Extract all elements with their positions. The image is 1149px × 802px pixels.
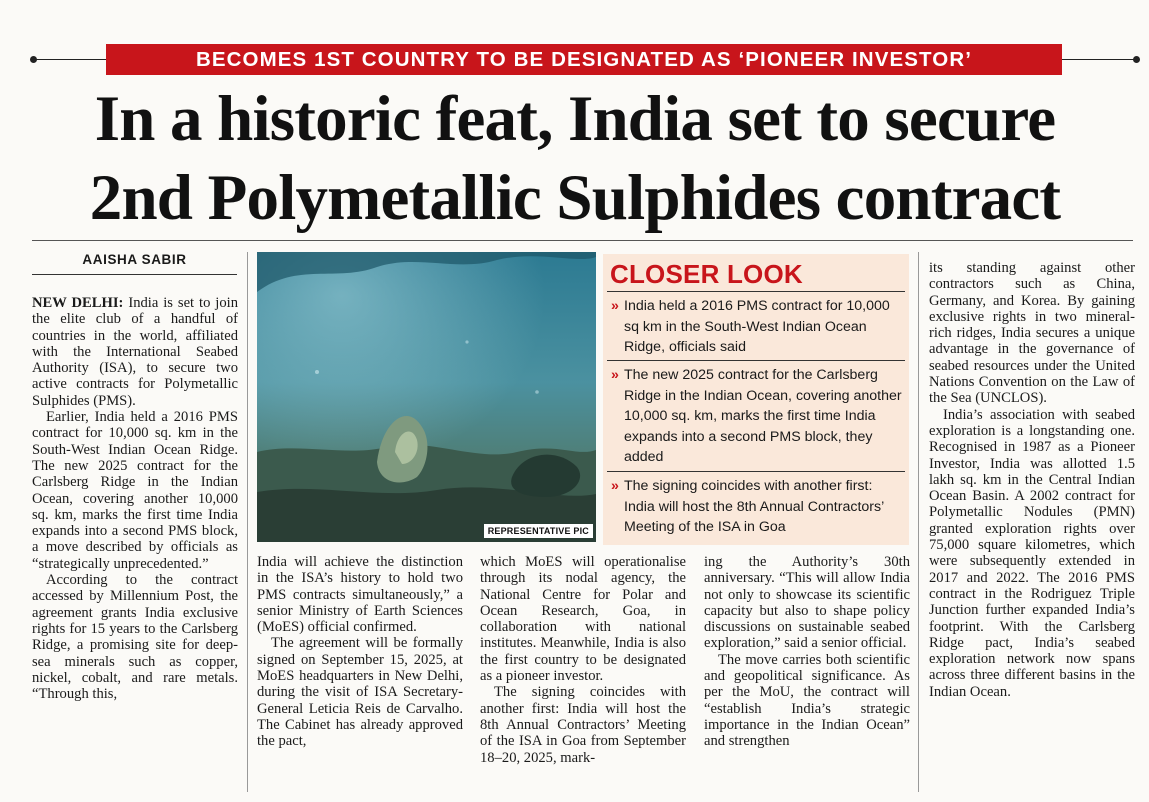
- dateline: NEW DELHI:: [32, 295, 124, 311]
- box-divider: [607, 291, 905, 292]
- kicker-banner: BECOMES 1ST COUNTRY TO BE DESIGNATED AS ‘PIONEER INVESTOR’: [106, 44, 1062, 75]
- closer-look-title: CLOSER LOOK: [610, 259, 803, 289]
- closer-look-box: [603, 254, 909, 545]
- chevron-right-icon: »: [611, 478, 619, 494]
- paragraph: The agreement will be formally signed on September 15, 2025, at MoES headquarters in New Delhi, during the visit of ISA Secretary-General Leticia Reis de Carvalho. The Cabinet has already approved the pact,: [257, 635, 463, 750]
- kicker-rule-left: [34, 59, 106, 60]
- paragraph: India will achieve the distinction in the ISA’s history to hold two PMS contracts simultaneously,” a senior Ministry of Earth Sciences (MoES) official confirmed.: [257, 554, 463, 636]
- box-divider: [607, 471, 905, 472]
- box-divider: [607, 360, 905, 361]
- chevron-right-icon: »: [611, 298, 619, 314]
- paragraph: According to the contract accessed by Millennium Post, the agreement grants India exclusive rights for 15 years to the Carlsberg Ridge, a promising site for deep-sea minerals such as copper, nickel, cobalt, and rare metals. “Through this,: [32, 572, 238, 703]
- article-column-4: [704, 554, 910, 750]
- photo-caption: REPRESENTATIVE PIC: [484, 524, 593, 538]
- closer-look-item: » The signing coincides with another first: India will host the 8th Annual Contractors’ Meeting of the ISA in Goa: [611, 478, 884, 535]
- headline-rule: [32, 240, 1133, 241]
- headline-line-1: In a historic feat, India set to secure: [94, 83, 1056, 155]
- chevron-right-icon: »: [611, 367, 619, 383]
- paragraph: which MoES will operationalise through its nodal agency, the National Centre for Polar and Ocean Research, Goa, in collaboration with national institutes. Meanwhile, India is also the first country to be designated as a pioneer investor.: [480, 554, 686, 685]
- kicker-rule-right: [1062, 59, 1134, 60]
- seabed-image: [257, 252, 596, 542]
- closer-look-item: » India held a 2016 PMS contract for 10,000 sq km in the South-West Indian Ocean Ridge, officials said: [611, 298, 890, 355]
- representative-photo: [257, 252, 596, 542]
- article-column-3: [480, 554, 686, 766]
- paragraph: The signing coincides with another first: India will host the 8th Annual Contractors’ Meeting of the ISA in Goa from September 18–20, 2025, mark-: [480, 684, 686, 766]
- byline-rule: [32, 274, 237, 275]
- column-divider: [247, 252, 248, 792]
- column-divider: [918, 252, 919, 792]
- paragraph: ing the Authority’s 30th anniversary. “This will allow India not only to showcase its scientific capacity but also to shape policy discussions on sustainable seabed exploration,” said a senior official.: [704, 554, 910, 652]
- headline-line-2: 2nd Polymetallic Sulphides contract: [89, 162, 1061, 234]
- article-column-5: [929, 260, 1135, 700]
- byline: AAISHA SABIR: [82, 252, 187, 267]
- article-column-1: [32, 295, 238, 702]
- paragraph: its standing against other contractors such as China, Germany, and Korea. By gaining exclusive rights in two mineral-rich ridges, India secures a unique advantage in the governance of seabed resources under the United Nations Convention on the Law of the Sea (UNCLOS).: [929, 260, 1135, 407]
- closer-look-item: » The new 2025 contract for the Carlsberg Ridge in the Indian Ocean, covering another 10,000 sq. km, marks the first time India expands into a second PMS block, they added: [611, 367, 902, 465]
- paragraph: India’s association with seabed exploration is a longstanding one. Recognised in 1987 as a Pioneer Investor, India was allotted 1.5 lakh sq. km in the Central Indian Ocean Basin. A 2002 contract for Polymetallic Nodules (PMN) granted exploration rights over 75,000 square kilometres, which were subsequently extended in 2017 and 2022. The 2016 PMS contract in the Rodriguez Triple Junction further expanded India’s footprint. With the Carlsberg Ridge pact, India’s seabed exploration network now spans across three different basins in the Indian Ocean.: [929, 406, 1135, 700]
- article-column-2: [257, 554, 463, 750]
- paragraph: The move carries both scientific and geopolitical significance. As per the MoU, the contract will “establish India’s strategic importance in the Indian Ocean” and strengthen: [704, 651, 910, 750]
- headline: [20, 80, 1130, 238]
- lead-paragraph: NEW DELHI: India is set to join the elite club of a handful of countries in the world, affiliated with the International Seabed Authority (ISA), to secure two active contracts for Polymetallic Sulphides (PMS).: [32, 295, 238, 409]
- kicker-dot-right: [1133, 56, 1140, 63]
- paragraph: Earlier, India held a 2016 PMS contract for 10,000 sq. km in the South-West Indian Ocean Ridge. The new 2025 contract for the Carlsberg Ridge in the Indian Ocean, covering another 10,000 sq. km, marks the first time India expands into a second PMS block, a move described by officials as “strategically unprecedented.”: [32, 409, 238, 572]
